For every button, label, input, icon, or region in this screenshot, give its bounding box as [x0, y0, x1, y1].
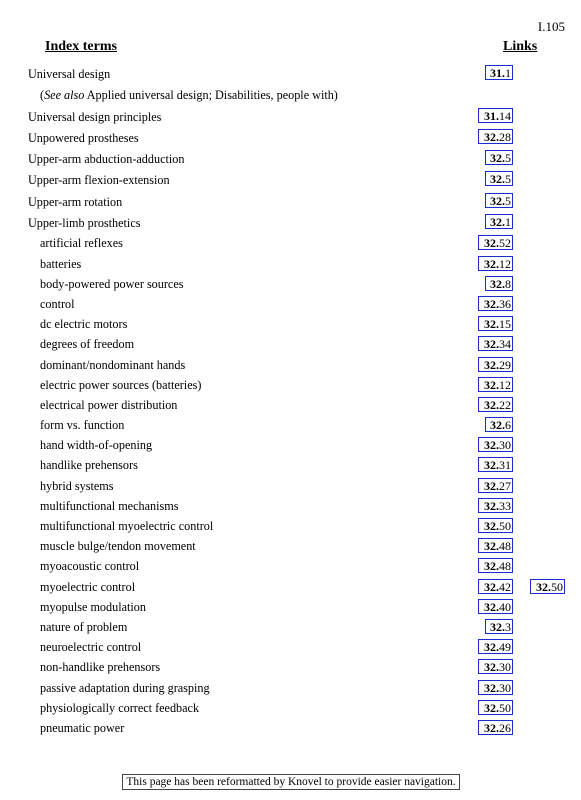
- link-section: 30: [499, 660, 511, 675]
- page-link[interactable]: [478, 659, 513, 674]
- link-chapter: 32.: [484, 559, 499, 574]
- entry-links: [0, 276, 581, 293]
- entry-links: [0, 720, 581, 737]
- see-also-open-paren: (: [40, 88, 45, 103]
- entry-links: [0, 558, 581, 575]
- entry-links: [0, 599, 581, 616]
- link-section: 48: [499, 539, 511, 554]
- index-term: Upper-arm abduction-adduction: [28, 152, 185, 167]
- index-term: Universal design principles: [28, 109, 162, 124]
- index-terms-header: Index terms: [45, 39, 117, 54]
- page-link[interactable]: [478, 538, 513, 553]
- page-link[interactable]: [478, 558, 513, 573]
- page-number: I.105: [537, 19, 565, 34]
- page-link[interactable]: [478, 296, 513, 311]
- link-section: 26: [499, 720, 511, 735]
- link-section: 1: [505, 215, 511, 230]
- entry-links: [0, 316, 581, 333]
- page-link[interactable]: [485, 65, 513, 80]
- link-chapter: 32.: [484, 337, 499, 352]
- index-entry: [0, 455, 581, 475]
- entry-links: [0, 150, 581, 167]
- link-section: 33: [499, 498, 511, 513]
- link-section: 12: [499, 377, 511, 392]
- page-link[interactable]: [478, 478, 513, 493]
- index-entry: [0, 169, 581, 190]
- link-section: 22: [499, 397, 511, 412]
- link-section: 52: [499, 236, 511, 251]
- link-section: 50: [499, 519, 511, 533]
- index-entry: [0, 334, 581, 354]
- index-subterm: batteries: [40, 256, 82, 271]
- entry-links: [0, 498, 581, 515]
- index-entry: [0, 556, 581, 576]
- index-subterm: handlike prehensors: [40, 458, 138, 473]
- link-chapter: 31.: [490, 66, 505, 80]
- index-entry: [0, 395, 581, 415]
- index-subterm: control: [40, 296, 75, 311]
- link-section: 29: [499, 357, 511, 372]
- index-subterm: dc electric motors: [40, 317, 128, 332]
- index-entry: [0, 212, 581, 233]
- links-header: Links: [503, 39, 538, 54]
- entry-links: [0, 457, 581, 474]
- index-term: Universal design: [28, 67, 111, 81]
- link-chapter: 32.: [484, 129, 499, 144]
- index-entry: [0, 496, 581, 516]
- index-subterm: myopulse modulation: [40, 599, 146, 614]
- index-entry: [0, 375, 581, 395]
- link-section: 36: [499, 296, 511, 311]
- link-chapter: 32.: [484, 498, 499, 513]
- link-section: 5: [505, 172, 511, 187]
- link-section: 5: [505, 151, 511, 166]
- index-entry: [0, 191, 581, 212]
- entry-links: [0, 417, 581, 434]
- index-entry: [0, 718, 581, 738]
- link-chapter: 32.: [484, 720, 499, 735]
- link-chapter: 31.: [484, 108, 499, 123]
- index-entry: [0, 274, 581, 294]
- index-entry: [0, 597, 581, 617]
- index-term: Upper-arm flexion-extension: [28, 173, 170, 188]
- link-section: 27: [499, 478, 511, 493]
- link-section: 28: [499, 129, 511, 144]
- index-term: Unpowered prostheses: [28, 130, 139, 145]
- page-link[interactable]: [478, 700, 513, 715]
- page-link[interactable]: [530, 579, 565, 594]
- index-subterm: degrees of freedom: [40, 337, 135, 352]
- index-entry: [0, 355, 581, 375]
- page-link[interactable]: [478, 377, 513, 392]
- link-chapter: 32.: [484, 478, 499, 493]
- index-subterm: neuroelectric control: [40, 640, 142, 655]
- link-chapter: 32.: [484, 458, 499, 473]
- link-chapter: 32.: [484, 640, 499, 655]
- page-link[interactable]: [478, 599, 513, 614]
- page-link[interactable]: [478, 316, 513, 331]
- index-term: Upper-limb prosthetics: [28, 216, 141, 231]
- index-subterm: artificial reflexes: [40, 236, 123, 251]
- index-subterm: dominant/nondominant hands: [40, 357, 186, 372]
- index-term: Upper-arm rotation: [28, 194, 123, 209]
- entry-links: [0, 659, 581, 676]
- index-subterm: body-powered power sources: [40, 276, 184, 291]
- index-subterm: myoacoustic control: [40, 559, 140, 574]
- link-section: 50: [551, 579, 563, 594]
- entry-links: [0, 214, 581, 231]
- page-link[interactable]: [478, 108, 513, 123]
- link-chapter: 32.: [490, 619, 505, 634]
- index-entry: [0, 698, 581, 718]
- see-also-text: Applied universal design; Disabilities, people with): [84, 88, 338, 103]
- index-entry: [0, 536, 581, 556]
- index-entry: [0, 435, 581, 455]
- index-entry: [0, 84, 581, 105]
- index-subterm: form vs. function: [40, 418, 125, 433]
- page-link[interactable]: [478, 129, 513, 144]
- index-subterm: electrical power distribution: [40, 397, 178, 412]
- entry-links: [0, 235, 581, 252]
- index-entry: [0, 577, 581, 597]
- entry-links: [0, 171, 581, 188]
- link-section: 31: [499, 458, 511, 473]
- link-section: 34: [499, 337, 511, 352]
- entry-links: [0, 129, 581, 146]
- page-link[interactable]: [485, 193, 513, 208]
- page-link[interactable]: [478, 579, 513, 594]
- link-section: 42: [499, 579, 511, 594]
- link-chapter: 32.: [484, 357, 499, 372]
- link-section: 14: [499, 108, 511, 123]
- page-link[interactable]: [478, 437, 513, 452]
- link-section: 30: [499, 680, 511, 695]
- link-chapter: 32.: [484, 579, 499, 594]
- link-chapter: 32.: [484, 680, 499, 695]
- index-subterm: physiologically correct feedback: [40, 700, 200, 715]
- index-entry: [0, 233, 581, 253]
- index-entry: [0, 476, 581, 496]
- link-chapter: 32.: [484, 599, 499, 614]
- link-chapter: 32.: [484, 700, 499, 715]
- entry-links: [0, 538, 581, 555]
- link-chapter: 32.: [484, 539, 499, 554]
- index-entry: [0, 63, 581, 84]
- index-entry: [0, 314, 581, 334]
- entry-links: [0, 256, 581, 273]
- index-subterm: pneumatic power: [40, 720, 125, 735]
- entry-links: [0, 680, 581, 697]
- entry-links: [0, 579, 581, 596]
- page-link[interactable]: [478, 639, 513, 654]
- entry-links: [0, 518, 581, 535]
- link-chapter: 32.: [536, 579, 551, 594]
- index-entry: [0, 657, 581, 677]
- link-chapter: 32.: [490, 418, 505, 433]
- entry-links: [0, 108, 581, 125]
- index-subterm: multifunctional myoelectric control: [40, 519, 214, 533]
- page-link[interactable]: [478, 680, 513, 695]
- link-section: 49: [499, 640, 511, 655]
- link-chapter: 32.: [484, 256, 499, 271]
- index-entry: [0, 127, 581, 148]
- index-entry: [0, 678, 581, 698]
- index-subterm: passive adaptation during grasping: [40, 680, 210, 695]
- link-chapter: 32.: [490, 172, 505, 187]
- link-chapter: 32.: [490, 151, 505, 166]
- link-section: 8: [505, 276, 511, 291]
- knovel-footer-note: This page has been reformatted by Knovel to provide easier navigation.: [122, 774, 460, 790]
- entry-links: [0, 619, 581, 636]
- index-entries-list: [0, 63, 581, 738]
- entry-links: [0, 639, 581, 656]
- page-link[interactable]: [478, 397, 513, 412]
- see-also-note: [40, 88, 338, 103]
- link-chapter: 32.: [490, 215, 505, 230]
- index-entry: [0, 637, 581, 657]
- page-link[interactable]: [478, 336, 513, 351]
- link-chapter: 32.: [490, 276, 505, 291]
- link-section: 15: [499, 317, 511, 332]
- index-entry: [0, 254, 581, 274]
- index-entry: [0, 617, 581, 637]
- link-section: 12: [499, 256, 511, 271]
- link-chapter: 32.: [484, 397, 499, 412]
- link-section: 1: [505, 66, 511, 80]
- link-chapter: 32.: [484, 438, 499, 453]
- link-chapter: 32.: [484, 377, 499, 392]
- index-subterm: hybrid systems: [40, 478, 114, 493]
- page-link[interactable]: [485, 276, 513, 291]
- link-chapter: 32.: [490, 193, 505, 208]
- entry-links: [0, 700, 581, 717]
- see-also-label: See also: [44, 88, 85, 103]
- index-entry: [0, 106, 581, 127]
- index-entry: [0, 148, 581, 169]
- index-entry: [0, 516, 581, 536]
- page-link[interactable]: [478, 235, 513, 250]
- page-link[interactable]: [485, 150, 513, 165]
- index-subterm: myoelectric control: [40, 579, 136, 594]
- link-section: 5: [505, 193, 511, 208]
- page-link[interactable]: [478, 457, 513, 472]
- entry-links: [0, 357, 581, 374]
- entry-links: [0, 437, 581, 454]
- index-subterm: hand width-of-opening: [40, 438, 153, 453]
- entry-links: [0, 193, 581, 210]
- index-subterm: multifunctional mechanisms: [40, 498, 179, 513]
- index-subterm: non-handlike prehensors: [40, 660, 161, 675]
- entry-links: [0, 296, 581, 313]
- page-link[interactable]: [485, 214, 513, 229]
- link-section: 6: [505, 418, 511, 433]
- index-subterm: muscle bulge/tendon movement: [40, 539, 196, 554]
- page-link[interactable]: [478, 518, 513, 533]
- index-entry: [0, 415, 581, 435]
- page-link[interactable]: [485, 619, 513, 634]
- link-section: 48: [499, 559, 511, 574]
- page-link[interactable]: [485, 171, 513, 186]
- entry-links: [0, 336, 581, 353]
- link-chapter: 32.: [484, 296, 499, 311]
- entry-links: [0, 377, 581, 394]
- link-chapter: 32.: [484, 236, 499, 251]
- entry-links: [0, 65, 581, 82]
- link-section: 30: [499, 438, 511, 453]
- page-link[interactable]: [485, 417, 513, 432]
- link-chapter: 32.: [484, 519, 499, 533]
- index-entry: [0, 294, 581, 314]
- entry-links: [0, 478, 581, 495]
- link-section: 40: [499, 599, 511, 614]
- page-link[interactable]: [478, 498, 513, 513]
- link-chapter: 32.: [484, 660, 499, 675]
- page-link[interactable]: [478, 720, 513, 735]
- link-section: 3: [505, 619, 511, 634]
- entry-links: [0, 397, 581, 414]
- page-link[interactable]: [478, 256, 513, 271]
- page-link[interactable]: [478, 357, 513, 372]
- index-subterm: nature of problem: [40, 619, 128, 634]
- link-section: 50: [499, 700, 511, 715]
- index-subterm: electric power sources (batteries): [40, 377, 202, 392]
- link-chapter: 32.: [484, 317, 499, 332]
